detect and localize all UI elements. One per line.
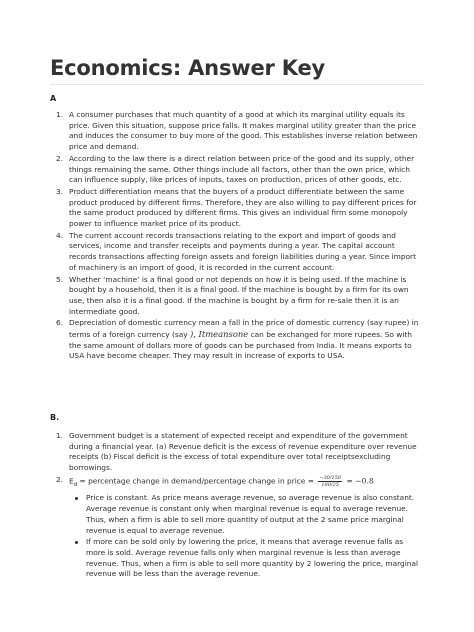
section-a-list bbox=[50, 110, 424, 363]
section-b-list bbox=[50, 431, 424, 581]
answer-b-1 bbox=[50, 431, 424, 474]
answer-a-4 bbox=[50, 231, 424, 274]
bullet-icon bbox=[75, 541, 78, 544]
item-number: 4. bbox=[56, 230, 64, 240]
item-number: 6. bbox=[56, 318, 64, 328]
formula-text: = percentage change in demand/percentage change in price = bbox=[77, 476, 317, 486]
math-inline: ), Itmeansone bbox=[189, 329, 249, 340]
bullet-text: If more can be sold only by lowering the price, it means that average revenue falls as more is sold. Average revenue falls only when marginal revenue is less than average revenue. Thus, when a firm is able to sell more quantity by 2 lowering the price, marginal revenue will be less than the average revenue. bbox=[86, 537, 419, 579]
answer-text: According to the law there is a direct relation between price of the good and its supply, other things remaining the same. Other things include all factors, other than the own price, which can influence supply, like prices of inputs, taxes on production, prices of other goods, etc. bbox=[69, 153, 415, 185]
item-number: 1. bbox=[56, 431, 64, 440]
item-number: 2. bbox=[56, 153, 64, 163]
answer-a-5 bbox=[50, 275, 424, 318]
answer-a-1 bbox=[50, 110, 424, 153]
section-b-label: B. bbox=[50, 413, 60, 422]
bullet-icon bbox=[75, 497, 78, 500]
item-number: 5. bbox=[56, 274, 64, 284]
answer-a-2 bbox=[50, 154, 424, 186]
answer-text-start: Depreciation of domestic currency mean a fall in the price of domestic currency (say rupee) in terms of a foreign currency (say bbox=[69, 318, 419, 340]
fraction-denominator: 180/25 bbox=[321, 481, 339, 488]
section-a-label: A bbox=[50, 94, 57, 103]
answer-b-2 bbox=[50, 475, 424, 580]
answer-a-6 bbox=[50, 318, 424, 362]
formula-result: = −0.8 bbox=[344, 476, 374, 486]
answer-text: Whether ‘machine’ is a final good or not depends on how it is being used. If the machine is bought by a household, then it is a final good. If the machine is bought by a firm for its own use, then also it is a final good. If the machine is bought by a firm for re-sale then it is an intermediate good. bbox=[69, 274, 409, 316]
answer-text: A consumer purchases that much quantity of a good at which its marginal utility equals its price. Given this situation, suppose price falls. It makes marginal utility greater than the price and induces the consumer to buy more of the good. This establishes inverse relation between price and demand. bbox=[69, 110, 418, 152]
item-number: 2. bbox=[56, 474, 64, 484]
answer-text: Product differentiation means that the buyers of a product differentiate between the same product produced by different firms. Therefore, they are also willing to pay different prices for the same product produced by different firms. This gives an individual firm some monopoly power to influence market price of its product. bbox=[69, 186, 417, 229]
fraction bbox=[318, 475, 342, 488]
item-number: 1. bbox=[56, 110, 64, 119]
title-divider bbox=[50, 84, 424, 85]
elasticity-subscript: d bbox=[73, 481, 78, 488]
answer-text-end: can be exchanged for more rupees. So with the same amount of dollars more of goods can be purchased from India. It means exports to USA have become cheaper. They may result in increase of exports to USA. bbox=[69, 330, 412, 361]
bullet-list bbox=[69, 493, 424, 580]
bullet-text: Price is constant. As price means average revenue, so average revenue is also constant. Average revenue is constant only when marginal revenue is equal to average revenue. Thus, when a firm is able to sell more quantity of output at the 2 same price marginal revenue is equal to average revenue. bbox=[86, 493, 415, 535]
answer-text bbox=[69, 318, 424, 362]
bullet-item bbox=[69, 493, 424, 536]
elasticity-formula bbox=[69, 475, 424, 491]
answer-text: The current account records transactions relating to the export and import of goods and services, income and transfer receipts and payments during a year. The capital account records transactions affecting foreign assets and foreign liabilities during a year. Since import of machinery is an import of good, it is recorded in the current account. bbox=[69, 230, 416, 272]
answer-text: Government budget is a statement of expected receipt and expenditure of the government during a financial year. (a) Revenue deficit is the excess of revenue expenditure over revenue receipts (b) Fiscal deficit is the excess of total expenditure over total receiptsexcluding borrowings. bbox=[69, 431, 417, 473]
bullet-item bbox=[69, 537, 424, 580]
answer-a-3 bbox=[50, 187, 424, 230]
item-number: 3. bbox=[56, 186, 64, 196]
page-title: Economics: Answer Key bbox=[50, 56, 325, 80]
fraction-numerator: −30/150 bbox=[319, 474, 342, 481]
elasticity-symbol: E bbox=[69, 476, 74, 486]
